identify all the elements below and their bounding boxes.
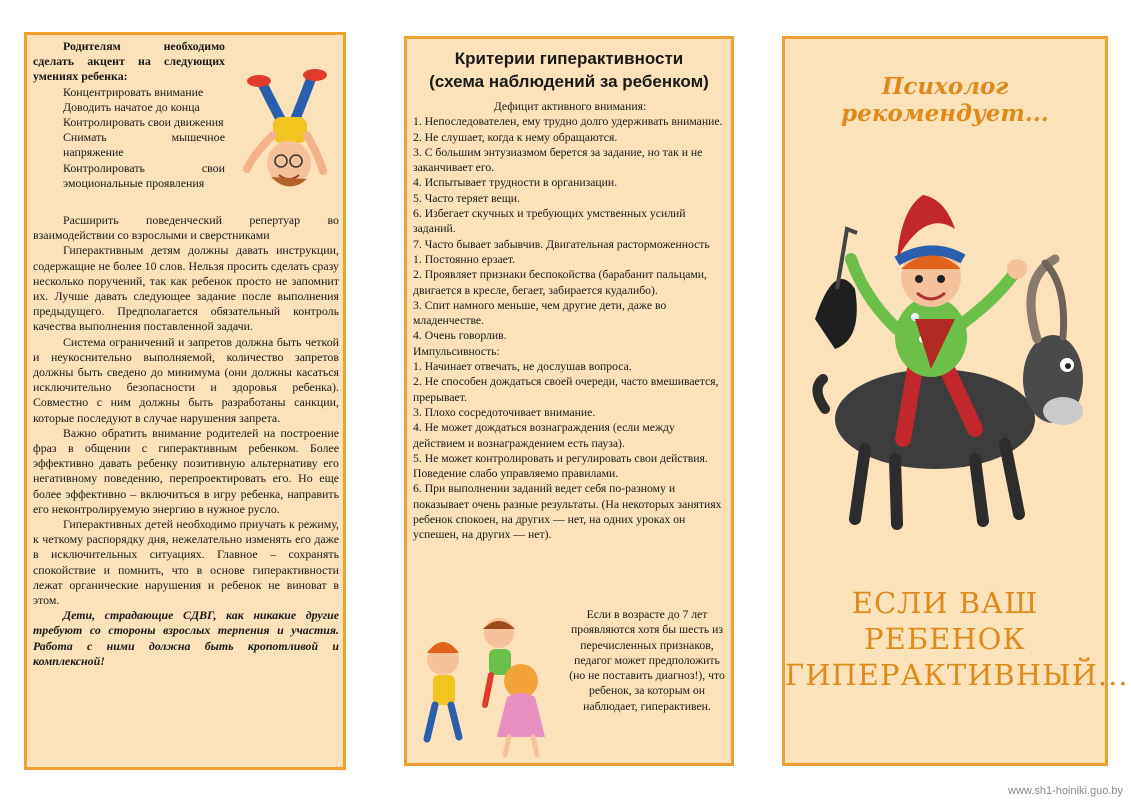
headline-line1: ЕСЛИ ВАШ (851, 586, 1039, 620)
panel-middle (404, 36, 734, 766)
skill-item: Контролировать свои движения (63, 115, 224, 130)
watermark: www.sh1-hoiniki.guo.by (1008, 785, 1123, 797)
observation-note: Если в возрасте до 7 лет проявляются хотя бы шесть из перечисленных признаков, педагог может предположить (но не поставить диагноз!), что ребенок, за которым он наблюдает, гиперактивен. (569, 608, 725, 713)
criteria-list (413, 99, 727, 543)
criteria-item: 3. Плохо сосредоточивает внимание. (413, 405, 596, 419)
handstand-boy-illustration (233, 65, 341, 205)
criteria-item: 2. Не способен дождаться своей очереди, часто вмешивается, прерывает. (413, 375, 719, 404)
paragraph: Расширить поведенческий репертуар во взаимодействии со взрослыми и сверстниками (33, 213, 339, 243)
closing-note: Дети, страдающие СДВГ, как никакие другие требуют со стороны взрослых терпения и участия. Работа с ними должна быть кропотливой и комплексной! (33, 608, 339, 668)
headline (785, 585, 1129, 693)
criteria-item: 6. Избегает скучных и требующих умственных усилий заданий. (413, 207, 686, 236)
criteria-title (407, 47, 731, 93)
criteria-item: 2. Не слушает, когда к нему обращаются. (413, 130, 618, 144)
criteria-item: 5. Не может контролировать и регулировать свои действия. Поведение слабо управляемо правилами. (413, 451, 708, 481)
skill-item: Снимать мышечное напряжение (63, 130, 225, 160)
intro-heading: Родителям необходимо сделать акцент на следующих умениях ребенка: (33, 39, 225, 84)
criteria-title-line2: (схема наблюдений за ребенком) (429, 72, 709, 91)
dancing-children-illustration (413, 609, 563, 759)
main-text (33, 213, 339, 669)
section-impulsivity: Импульсивность: (413, 344, 500, 358)
criteria-item: 4. Очень говорлив. (413, 329, 507, 343)
boy-riding-goat-illustration (805, 189, 1095, 529)
panel-right (782, 36, 1129, 766)
criteria-item: 3. Спит намного меньше, чем другие дети, даже во младенчестве. (413, 298, 667, 328)
criteria-item: 4. Не может дождаться вознаграждения (если между действием и вознаграждением есть пауза). (413, 421, 675, 450)
recommend-title: Психолог рекомендует... (841, 73, 1049, 127)
headline-line2: РЕБЕНОК (864, 622, 1026, 656)
criteria-item: 1. Постоянно ерзает. (413, 252, 515, 266)
criteria-item: 6. При выполнении заданий ведет себя по-разному и показывает очень разные результаты. (На некоторых занятиях ребенок спокоен, на других — нет, на одних уроках он успешен, на других — нет). (413, 482, 722, 542)
section-attention: Дефицит активного внимания: (493, 100, 647, 113)
criteria-title-line1: Критерии гиперактивности (454, 49, 684, 68)
headline-line3: ГИПЕРАКТИВНЫЙ... (785, 658, 1129, 692)
criteria-item: 2. Проявляет признаки беспокойства (барабанит пальцами, двигается в кресле, бегает, забирается кудалибо). (413, 268, 707, 297)
paragraph: Важно обратить внимание родителей на построение фраз в общении с гиперактивным ребенком. Более эффективно давать ребенку позитивную альтернативу его негативному поведению, перепроектировать его. Но еще более эффективно – включиться в игру ребенка, направить его неконтролируемую энергию в нужное русло. (33, 425, 339, 516)
paragraph: Гиперактивных детей необходимо приучать к режиму, к четкому распорядку дня, нежелательно изменять его даже в исключительных ситуациях. Главное – сохранять спокойствие и помнить, что в основе гиперактивности лежат органические нарушения и ребенок не виноват в этом. (33, 517, 339, 608)
skill-item: Концентрировать внимание (63, 84, 204, 99)
skill-item: Доводить начатое до конца (63, 99, 200, 114)
criteria-item: 5. Часто теряет вещи. (413, 191, 520, 205)
criteria-item: 4. Испытывает трудности в организации. (413, 176, 618, 190)
criteria-item: 3. С большим энтузиазмом берется за задание, но так и не заканчивает его. (413, 145, 703, 175)
intro-block (33, 39, 225, 191)
paragraph: Система ограничений и запретов должна быть четкой и неукоснительно выполняемой, количество запретов должны быть сведено до минимума (они должны касаться исключительно безопасности и здоровья ребенка). Совместно с ним должны быть разработаны санкции, которые последуют в случае нарушения запрета. (33, 334, 339, 425)
criteria-item: 1. Начинает отвечать, не дослушав вопроса. (413, 360, 632, 374)
paragraph: Гиперактивным детям должны давать инструкции, содержащие не более 10 слов. Нельзя просить сделать сразу несколько поручений, так как ребенок просто не запомнит их. Лучше давать следующее задание после выполнения предыдущего. Предполагается обязательный контроль качества выполнения поставленной задачи. (33, 243, 339, 334)
criteria-item: 7. Часто бывает забывчив. Двигательная расторможенность (413, 237, 710, 251)
skill-item: Контролировать свои эмоциональные проявления (63, 160, 225, 190)
panel-left (24, 32, 346, 770)
criteria-item: 1. Непоследователен, ему трудно долго удерживать внимание. (413, 115, 723, 129)
